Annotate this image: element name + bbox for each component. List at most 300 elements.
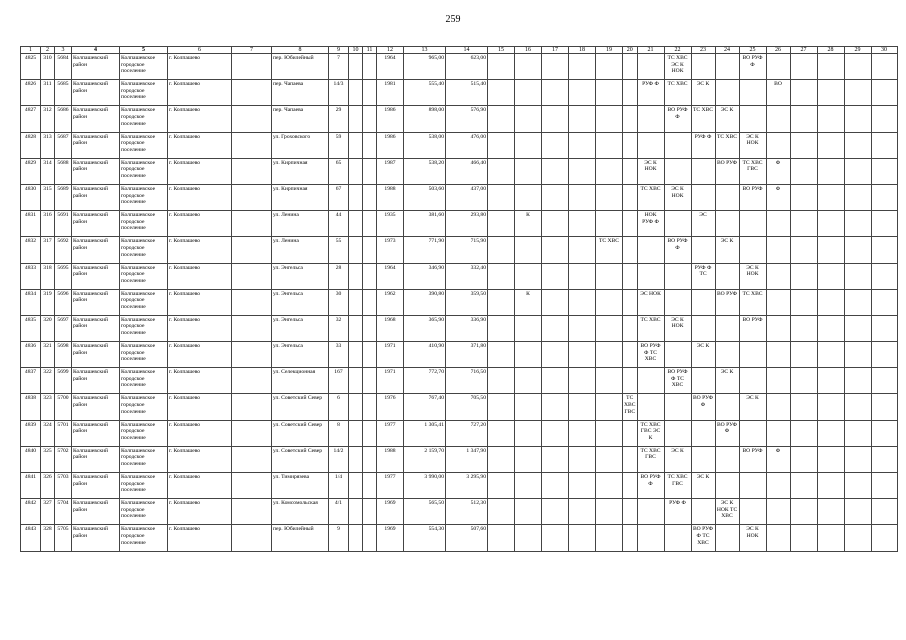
cell-living-area: 507,60 — [446, 525, 488, 551]
cell-col-11 — [363, 211, 377, 237]
cell-col-10 — [349, 446, 363, 472]
cell-col-27 — [790, 184, 817, 210]
table-row — [21, 54, 898, 80]
cell-col-25 — [739, 106, 766, 132]
cell-district: Колпашевский район — [72, 446, 120, 472]
cell-year-built: 1987 — [377, 158, 404, 184]
cell-city: г. Колпашево — [168, 80, 232, 106]
cell-settlement: Колпашевское городское поселение — [120, 420, 168, 446]
cell-house-number: 6 — [329, 394, 349, 420]
cell-col-10 — [349, 420, 363, 446]
page-number: 259 — [445, 14, 461, 25]
cell-col-20 — [623, 342, 638, 368]
cell-house-number: 55 — [329, 237, 349, 263]
cell-object-number: 5688 — [55, 158, 72, 184]
cell-col-11 — [363, 342, 377, 368]
cell-col-27 — [790, 394, 817, 420]
cell-total-area: 898,00 — [404, 106, 446, 132]
cell-col-27 — [790, 473, 817, 499]
cell-col-22: ТС ХВС ГВС — [664, 473, 691, 499]
cell-col-29 — [844, 368, 871, 394]
cell-total-area: 555,40 — [404, 80, 446, 106]
column-header-6: 6 — [168, 47, 232, 54]
cell-col-17 — [542, 473, 569, 499]
cell-col-11 — [363, 184, 377, 210]
cell-col-28 — [817, 184, 844, 210]
cell-col-15 — [488, 368, 515, 394]
cell-col-15 — [488, 263, 515, 289]
column-header-28: 28 — [817, 47, 844, 54]
cell-col-15 — [488, 80, 515, 106]
cell-total-area: 771,90 — [404, 237, 446, 263]
cell-col-11 — [363, 525, 377, 551]
cell-col-29 — [844, 420, 871, 446]
cell-col-26 — [766, 420, 790, 446]
column-header-17: 17 — [542, 47, 569, 54]
cell-col-23: ЭС К — [691, 80, 715, 106]
cell-col-22: ВО РУФ Ф — [664, 106, 691, 132]
cell-col-27 — [790, 237, 817, 263]
cell-col-15 — [488, 446, 515, 472]
cell-col-7 — [232, 394, 272, 420]
column-header-9: 9 — [329, 47, 349, 54]
cell-living-area: 512,30 — [446, 499, 488, 525]
cell-year-built: 1988 — [377, 446, 404, 472]
table-row — [21, 394, 898, 420]
cell-settlement: Колпашевское городское поселение — [120, 132, 168, 158]
cell-total-area: 3 990,00 — [404, 473, 446, 499]
cell-col-25 — [739, 237, 766, 263]
cell-col-17 — [542, 525, 569, 551]
column-header-25: 25 — [739, 47, 766, 54]
cell-col-16 — [515, 420, 542, 446]
cell-col-27 — [790, 54, 817, 80]
column-header-3: 3 — [55, 47, 72, 54]
column-header-2: 2 — [41, 47, 55, 54]
table-row — [21, 499, 898, 525]
cell-col-16 — [515, 394, 542, 420]
cell-house-number: 4/1 — [329, 499, 349, 525]
cell-street: ул. Комсомольская — [272, 499, 329, 525]
cell-col-26 — [766, 132, 790, 158]
cell-col-23: РУФ Ф ТС — [691, 263, 715, 289]
cell-col-30 — [871, 237, 897, 263]
cell-street: ул. Советский Север — [272, 446, 329, 472]
cell-col-25: ТС ХВС ГВС — [739, 158, 766, 184]
cell-district: Колпашевский район — [72, 289, 120, 315]
cell-col-22 — [664, 132, 691, 158]
cell-col-15 — [488, 473, 515, 499]
cell-col-18 — [569, 525, 596, 551]
cell-total-area: 554,30 — [404, 525, 446, 551]
cell-street: ул. Кирпичная — [272, 158, 329, 184]
cell-col-18 — [569, 499, 596, 525]
cell-col-15 — [488, 132, 515, 158]
cell-row-id: 4833 — [21, 263, 41, 289]
cell-col-7 — [232, 184, 272, 210]
cell-col-30 — [871, 315, 897, 341]
cell-living-area: 576,90 — [446, 106, 488, 132]
cell-seq-number: 314 — [41, 158, 55, 184]
cell-col-21: ВО РУФ Ф ТС ХВС — [637, 342, 664, 368]
cell-living-area: 437,00 — [446, 184, 488, 210]
cell-house-number: 8 — [329, 420, 349, 446]
cell-col-24 — [715, 315, 739, 341]
cell-house-number: 9 — [329, 525, 349, 551]
cell-living-area: 332,40 — [446, 263, 488, 289]
cell-col-19 — [596, 446, 623, 472]
cell-year-built: 1976 — [377, 394, 404, 420]
cell-col-18 — [569, 263, 596, 289]
column-header-26: 26 — [766, 47, 790, 54]
cell-col-20 — [623, 315, 638, 341]
cell-seq-number: 316 — [41, 211, 55, 237]
cell-col-11 — [363, 473, 377, 499]
cell-col-25 — [739, 420, 766, 446]
cell-col-20 — [623, 132, 638, 158]
cell-settlement: Колпашевское городское поселение — [120, 368, 168, 394]
cell-street: ул. Советский Север — [272, 394, 329, 420]
cell-col-16: К — [515, 289, 542, 315]
cell-col-28 — [817, 80, 844, 106]
cell-year-built: 1964 — [377, 263, 404, 289]
cell-col-21: НОК РУФ Ф — [637, 211, 664, 237]
cell-col-16 — [515, 446, 542, 472]
cell-seq-number: 326 — [41, 473, 55, 499]
cell-col-24: ВО РУФ — [715, 289, 739, 315]
cell-col-19 — [596, 289, 623, 315]
cell-col-26 — [766, 473, 790, 499]
column-header-7: 7 — [232, 47, 272, 54]
cell-col-22: ТС ХВС ЭС К НОК — [664, 54, 691, 80]
cell-total-area: 1 305,41 — [404, 420, 446, 446]
cell-seq-number: 315 — [41, 184, 55, 210]
table-row — [21, 132, 898, 158]
cell-settlement: Колпашевское городское поселение — [120, 184, 168, 210]
cell-house-number: 59 — [329, 132, 349, 158]
cell-col-21 — [637, 525, 664, 551]
cell-col-19 — [596, 132, 623, 158]
cell-col-26: Ф — [766, 184, 790, 210]
cell-col-11 — [363, 394, 377, 420]
cell-col-10 — [349, 368, 363, 394]
cell-col-18 — [569, 289, 596, 315]
cell-col-17 — [542, 420, 569, 446]
cell-district: Колпашевский район — [72, 80, 120, 106]
cell-col-21 — [637, 106, 664, 132]
cell-col-7 — [232, 473, 272, 499]
cell-col-23 — [691, 158, 715, 184]
cell-settlement: Колпашевское городское поселение — [120, 499, 168, 525]
cell-settlement: Колпашевское городское поселение — [120, 237, 168, 263]
cell-col-30 — [871, 394, 897, 420]
cell-col-25: ЭС К НОК — [739, 132, 766, 158]
cell-col-21: ЭС К НОК — [637, 158, 664, 184]
cell-settlement: Колпашевское городское поселение — [120, 289, 168, 315]
cell-city: г. Колпашево — [168, 237, 232, 263]
cell-col-18 — [569, 237, 596, 263]
cell-house-number: 7 — [329, 54, 349, 80]
cell-col-16 — [515, 80, 542, 106]
cell-col-28 — [817, 525, 844, 551]
cell-house-number: 1/4 — [329, 473, 349, 499]
cell-col-20 — [623, 446, 638, 472]
cell-col-17 — [542, 54, 569, 80]
cell-col-30 — [871, 184, 897, 210]
cell-district: Колпашевский район — [72, 158, 120, 184]
cell-col-17 — [542, 342, 569, 368]
cell-col-19 — [596, 473, 623, 499]
cell-col-29 — [844, 80, 871, 106]
cell-col-11 — [363, 263, 377, 289]
cell-col-25: ВО РУФ — [739, 446, 766, 472]
cell-street: ул. Энгельса — [272, 263, 329, 289]
column-header-16: 16 — [515, 47, 542, 54]
cell-col-15 — [488, 315, 515, 341]
cell-col-17 — [542, 499, 569, 525]
cell-col-27 — [790, 263, 817, 289]
cell-col-30 — [871, 289, 897, 315]
cell-col-22 — [664, 525, 691, 551]
cell-col-17 — [542, 184, 569, 210]
cell-row-id: 4829 — [21, 158, 41, 184]
cell-col-25: ТС ХВС — [739, 289, 766, 315]
cell-col-27 — [790, 499, 817, 525]
cell-street: пер. Юбилейный — [272, 54, 329, 80]
cell-col-30 — [871, 132, 897, 158]
cell-col-10 — [349, 211, 363, 237]
cell-col-29 — [844, 132, 871, 158]
column-header-12: 12 — [377, 47, 404, 54]
cell-col-18 — [569, 368, 596, 394]
cell-house-number: 32 — [329, 315, 349, 341]
cell-col-25 — [739, 80, 766, 106]
cell-col-23 — [691, 54, 715, 80]
cell-col-10 — [349, 499, 363, 525]
cell-seq-number: 311 — [41, 80, 55, 106]
cell-col-19 — [596, 394, 623, 420]
cell-house-number: 33 — [329, 342, 349, 368]
cell-col-11 — [363, 106, 377, 132]
cell-col-27 — [790, 211, 817, 237]
column-header-19: 19 — [596, 47, 623, 54]
cell-col-22 — [664, 420, 691, 446]
cell-district: Колпашевский район — [72, 499, 120, 525]
cell-row-id: 4843 — [21, 525, 41, 551]
cell-col-28 — [817, 158, 844, 184]
cell-col-23 — [691, 237, 715, 263]
table-body — [21, 54, 898, 552]
cell-settlement: Колпашевское городское поселение — [120, 473, 168, 499]
cell-col-24 — [715, 184, 739, 210]
cell-district: Колпашевский район — [72, 368, 120, 394]
cell-row-id: 4835 — [21, 315, 41, 341]
cell-col-11 — [363, 132, 377, 158]
cell-col-19 — [596, 158, 623, 184]
cell-seq-number: 327 — [41, 499, 55, 525]
column-header-5: 5 — [120, 47, 168, 54]
table-row — [21, 342, 898, 368]
cell-col-17 — [542, 368, 569, 394]
cell-col-15 — [488, 211, 515, 237]
cell-row-id: 4840 — [21, 446, 41, 472]
cell-col-17 — [542, 394, 569, 420]
cell-city: г. Колпашево — [168, 525, 232, 551]
cell-col-23: РУФ Ф — [691, 132, 715, 158]
cell-object-number: 5703 — [55, 473, 72, 499]
table-row — [21, 184, 898, 210]
cell-col-30 — [871, 420, 897, 446]
cell-city: г. Колпашево — [168, 446, 232, 472]
cell-col-30 — [871, 525, 897, 551]
cell-district: Колпашевский район — [72, 315, 120, 341]
cell-object-number: 5697 — [55, 315, 72, 341]
cell-col-25 — [739, 473, 766, 499]
cell-col-24 — [715, 211, 739, 237]
cell-col-28 — [817, 263, 844, 289]
cell-col-29 — [844, 211, 871, 237]
table-row — [21, 368, 898, 394]
cell-street: ул. Гроховского — [272, 132, 329, 158]
cell-col-28 — [817, 420, 844, 446]
cell-col-16 — [515, 106, 542, 132]
cell-district: Колпашевский район — [72, 394, 120, 420]
cell-object-number: 5699 — [55, 368, 72, 394]
cell-col-29 — [844, 394, 871, 420]
cell-row-id: 4827 — [21, 106, 41, 132]
cell-seq-number: 321 — [41, 342, 55, 368]
column-header-15: 15 — [488, 47, 515, 54]
cell-col-23 — [691, 420, 715, 446]
cell-settlement: Колпашевское городское поселение — [120, 54, 168, 80]
cell-col-27 — [790, 289, 817, 315]
cell-col-17 — [542, 211, 569, 237]
cell-col-11 — [363, 289, 377, 315]
cell-col-28 — [817, 237, 844, 263]
cell-col-22 — [664, 394, 691, 420]
cell-settlement: Колпашевское городское поселение — [120, 315, 168, 341]
cell-district: Колпашевский район — [72, 106, 120, 132]
cell-house-number: 14/2 — [329, 446, 349, 472]
cell-col-26 — [766, 342, 790, 368]
column-header-13: 13 — [404, 47, 446, 54]
cell-col-21: ТС ХВС — [637, 315, 664, 341]
cell-col-20 — [623, 158, 638, 184]
cell-col-22 — [664, 342, 691, 368]
cell-col-7 — [232, 368, 272, 394]
cell-col-18 — [569, 342, 596, 368]
cell-col-26 — [766, 263, 790, 289]
cell-col-7 — [232, 499, 272, 525]
cell-col-29 — [844, 54, 871, 80]
cell-city: г. Колпашево — [168, 420, 232, 446]
cell-col-21 — [637, 499, 664, 525]
cell-col-25 — [739, 211, 766, 237]
cell-row-id: 4834 — [21, 289, 41, 315]
cell-col-23 — [691, 184, 715, 210]
cell-col-10 — [349, 525, 363, 551]
table-header — [21, 47, 898, 54]
cell-col-28 — [817, 368, 844, 394]
cell-city: г. Колпашево — [168, 211, 232, 237]
cell-col-22: ТС ХВС — [664, 80, 691, 106]
cell-object-number: 5704 — [55, 499, 72, 525]
cell-street: ул. Энгельса — [272, 289, 329, 315]
cell-col-29 — [844, 315, 871, 341]
cell-col-19 — [596, 211, 623, 237]
cell-city: г. Колпашево — [168, 342, 232, 368]
cell-object-number: 5701 — [55, 420, 72, 446]
cell-col-21 — [637, 54, 664, 80]
cell-col-19 — [596, 106, 623, 132]
table-row — [21, 525, 898, 551]
cell-col-26: Ф — [766, 446, 790, 472]
cell-seq-number: 320 — [41, 315, 55, 341]
cell-year-built: 1988 — [377, 184, 404, 210]
cell-col-25 — [739, 342, 766, 368]
cell-col-18 — [569, 80, 596, 106]
cell-col-19 — [596, 315, 623, 341]
cell-year-built: 1986 — [377, 106, 404, 132]
cell-col-17 — [542, 132, 569, 158]
cell-seq-number: 319 — [41, 289, 55, 315]
cell-col-10 — [349, 54, 363, 80]
cell-col-22: ЭС К НОК — [664, 315, 691, 341]
cell-row-id: 4831 — [21, 211, 41, 237]
cell-seq-number: 312 — [41, 106, 55, 132]
cell-col-25: ЭС К НОК — [739, 263, 766, 289]
column-header-18: 18 — [569, 47, 596, 54]
column-header-11: 11 — [363, 47, 377, 54]
cell-col-10 — [349, 184, 363, 210]
cell-col-21 — [637, 237, 664, 263]
cell-col-10 — [349, 237, 363, 263]
cell-row-id: 4842 — [21, 499, 41, 525]
cell-col-10 — [349, 106, 363, 132]
cell-settlement: Колпашевское городское поселение — [120, 525, 168, 551]
cell-object-number: 5691 — [55, 211, 72, 237]
column-header-29: 29 — [844, 47, 871, 54]
cell-col-19 — [596, 525, 623, 551]
cell-col-21: ТС ХВС ГВС ЭС К — [637, 420, 664, 446]
cell-col-24 — [715, 446, 739, 472]
cell-col-18 — [569, 420, 596, 446]
cell-living-area: 293,80 — [446, 211, 488, 237]
cell-settlement: Колпашевское городское поселение — [120, 394, 168, 420]
cell-col-21: ЭС НОК — [637, 289, 664, 315]
cell-col-19 — [596, 80, 623, 106]
cell-col-7 — [232, 342, 272, 368]
cell-col-22: РУФ Ф — [664, 499, 691, 525]
cell-district: Колпашевский район — [72, 211, 120, 237]
cell-col-17 — [542, 237, 569, 263]
cell-col-11 — [363, 237, 377, 263]
cell-col-29 — [844, 525, 871, 551]
cell-col-15 — [488, 342, 515, 368]
cell-col-22 — [664, 158, 691, 184]
cell-city: г. Колпашево — [168, 132, 232, 158]
cell-col-16 — [515, 368, 542, 394]
cell-col-10 — [349, 315, 363, 341]
cell-col-27 — [790, 80, 817, 106]
column-header-14: 14 — [446, 47, 488, 54]
cell-city: г. Колпашево — [168, 106, 232, 132]
cell-col-7 — [232, 263, 272, 289]
cell-col-30 — [871, 54, 897, 80]
cell-year-built: 1971 — [377, 342, 404, 368]
cell-object-number: 5687 — [55, 132, 72, 158]
cell-col-7 — [232, 211, 272, 237]
